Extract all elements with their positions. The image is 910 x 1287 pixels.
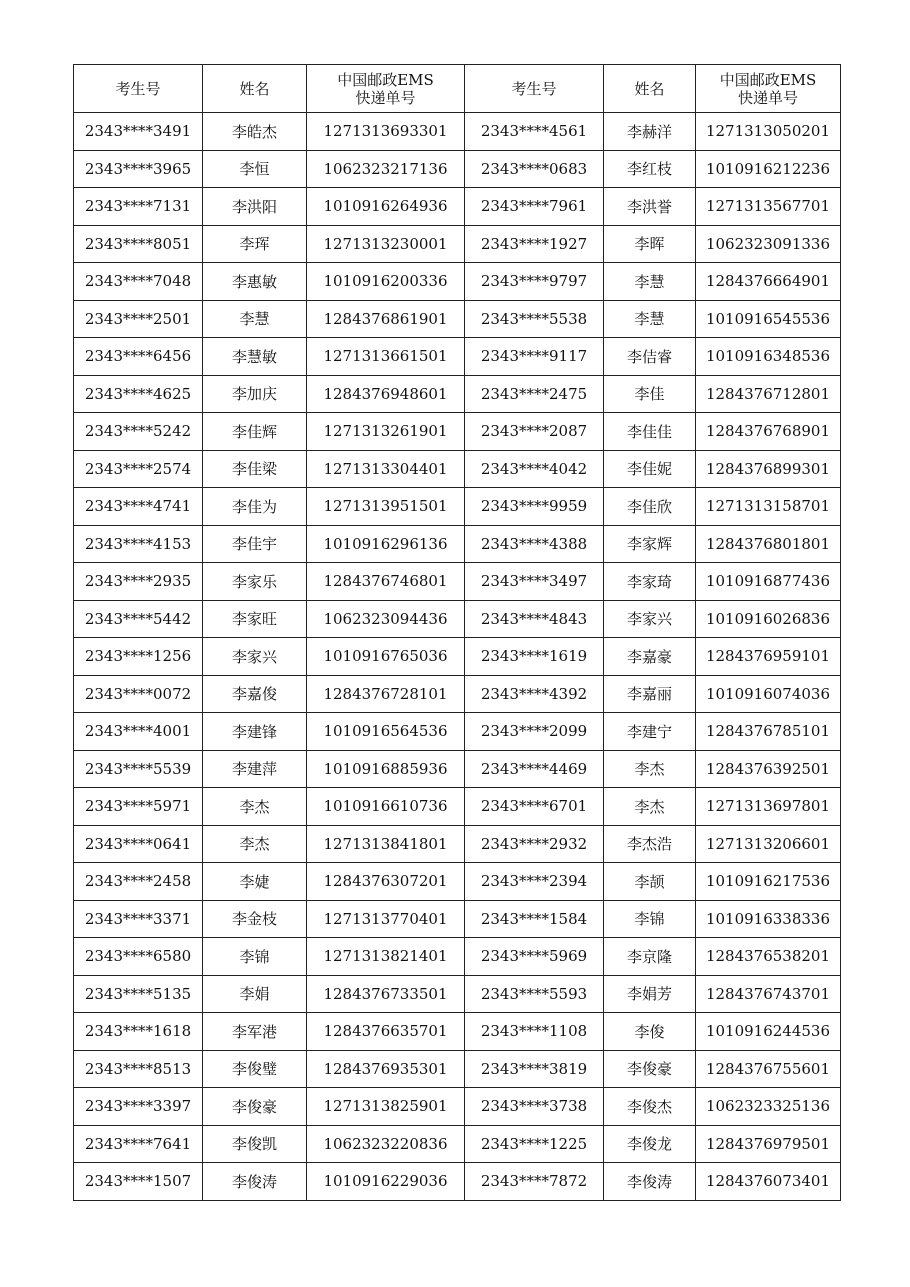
exam-id-cell: 2343****5971 [74,788,203,826]
ems-number-cell: 1271313050201 [696,113,841,151]
ems-number-cell: 1010916765036 [307,638,465,676]
name-cell: 李建萍 [203,750,307,788]
header-ems-number [696,65,841,113]
header-row [74,65,841,113]
header-label-line: 中国邮政EMS [719,70,817,89]
name-cell: 李家辉 [604,525,696,563]
table-row [74,750,841,788]
ems-number-cell: 1062323217136 [307,150,465,188]
exam-id-cell: 2343****2458 [74,863,203,901]
table-row [74,413,841,451]
name-cell: 李俊璧 [203,1050,307,1088]
ems-number-cell: 1284376768901 [696,413,841,451]
ems-number-cell: 1010916610736 [307,788,465,826]
name-cell: 李俊凯 [203,1125,307,1163]
table-row [74,600,841,638]
exam-id-cell: 2343****1584 [465,900,604,938]
exam-id-cell: 2343****3371 [74,900,203,938]
header-label-line: 姓名 [634,79,665,98]
name-cell: 李俊龙 [604,1125,696,1163]
name-cell: 李洪阳 [203,188,307,226]
header-label-line: 考生号 [511,79,557,98]
header-ems-number [307,65,465,113]
ems-number-cell: 1271313821401 [307,938,465,976]
exam-id-cell: 2343****7131 [74,188,203,226]
exam-id-cell: 2343****2932 [465,825,604,863]
exam-id-cell: 2343****6456 [74,338,203,376]
exam-id-cell: 2343****5242 [74,413,203,451]
exam-id-cell: 2343****5538 [465,300,604,338]
name-cell: 李娟 [203,975,307,1013]
name-cell: 李佶睿 [604,338,696,376]
exam-id-cell: 2343****3819 [465,1050,604,1088]
header-label-line: 快递单号 [737,88,798,107]
name-cell: 李慧敏 [203,338,307,376]
ems-number-cell: 1284376635701 [307,1013,465,1051]
name-cell: 李洪誉 [604,188,696,226]
header-label-line: 姓名 [239,79,270,98]
name-cell: 李俊豪 [203,1088,307,1126]
name-cell: 李赫洋 [604,113,696,151]
exam-id-cell: 2343****1618 [74,1013,203,1051]
name-cell: 李锦 [203,938,307,976]
ems-number-cell: 1284376712801 [696,375,841,413]
ems-number-cell: 1284376746801 [307,563,465,601]
ems-number-cell: 1010916217536 [696,863,841,901]
table-row [74,1013,841,1051]
exam-id-cell: 2343****3491 [74,113,203,151]
exam-id-cell: 2343****5969 [465,938,604,976]
name-cell: 李杰 [203,788,307,826]
ems-number-cell: 1010916074036 [696,675,841,713]
exam-id-cell: 2343****5593 [465,975,604,1013]
table-row [74,1125,841,1163]
ems-number-cell: 1271313206601 [696,825,841,863]
table-row [74,525,841,563]
ems-number-cell: 1271313693301 [307,113,465,151]
ems-number-cell: 1284376785101 [696,713,841,751]
table-body [74,113,841,1201]
table-row [74,975,841,1013]
exam-id-cell: 2343****7641 [74,1125,203,1163]
exam-id-cell: 2343****4042 [465,450,604,488]
ems-tracking-table [73,64,841,1201]
header-exam-id [465,65,604,113]
header-name [604,65,696,113]
exam-id-cell: 2343****4741 [74,488,203,526]
exam-id-cell: 2343****4001 [74,713,203,751]
ems-number-cell: 1010916200336 [307,263,465,301]
name-cell: 李珲 [203,225,307,263]
name-cell: 李锦 [604,900,696,938]
exam-id-cell: 2343****2501 [74,300,203,338]
name-cell: 李晖 [604,225,696,263]
ems-number-cell: 1010916877436 [696,563,841,601]
ems-number-cell: 1010916296136 [307,525,465,563]
ems-number-cell: 1271313230001 [307,225,465,263]
name-cell: 李建锋 [203,713,307,751]
table-row [74,1088,841,1126]
ems-number-cell: 1062323220836 [307,1125,465,1163]
table-row [74,900,841,938]
name-cell: 李俊涛 [203,1163,307,1201]
table-row [74,825,841,863]
table-row [74,675,841,713]
exam-id-cell: 2343****1108 [465,1013,604,1051]
name-cell: 李佳欣 [604,488,696,526]
name-cell: 李家兴 [604,600,696,638]
table-row [74,788,841,826]
name-cell: 李皓杰 [203,113,307,151]
ems-number-cell: 1010916545536 [696,300,841,338]
exam-id-cell: 2343****4388 [465,525,604,563]
name-cell: 李家兴 [203,638,307,676]
name-cell: 李恒 [203,150,307,188]
exam-id-cell: 2343****8513 [74,1050,203,1088]
ems-number-cell: 1284376664901 [696,263,841,301]
ems-number-cell: 1284376979501 [696,1125,841,1163]
exam-id-cell: 2343****1256 [74,638,203,676]
exam-id-cell: 2343****4625 [74,375,203,413]
ems-number-cell: 1271313951501 [307,488,465,526]
name-cell: 李金枝 [203,900,307,938]
table-row [74,375,841,413]
ems-number-cell: 1284376733501 [307,975,465,1013]
exam-id-cell: 2343****2574 [74,450,203,488]
name-cell: 李嘉俊 [203,675,307,713]
name-cell: 李颉 [604,863,696,901]
exam-id-cell: 2343****7872 [465,1163,604,1201]
ems-number-cell: 1284376392501 [696,750,841,788]
header-exam-id [74,65,203,113]
exam-id-cell: 2343****8051 [74,225,203,263]
ems-number-cell: 1271313304401 [307,450,465,488]
name-cell: 李杰浩 [604,825,696,863]
exam-id-cell: 2343****4469 [465,750,604,788]
ems-number-cell: 1271313825901 [307,1088,465,1126]
name-cell: 李嘉豪 [604,638,696,676]
name-cell: 李京隆 [604,938,696,976]
ems-number-cell: 1271313158701 [696,488,841,526]
name-cell: 李俊豪 [604,1050,696,1088]
ems-number-cell: 1010916212236 [696,150,841,188]
table-row [74,938,841,976]
exam-id-cell: 2343****3497 [465,563,604,601]
table-row [74,188,841,226]
exam-id-cell: 2343****2475 [465,375,604,413]
ems-number-cell: 1010916564536 [307,713,465,751]
ems-number-cell: 1062323091336 [696,225,841,263]
ems-number-cell: 1271313697801 [696,788,841,826]
name-cell: 李惠敏 [203,263,307,301]
name-cell: 李佳 [604,375,696,413]
ems-number-cell: 1284376538201 [696,938,841,976]
table-row [74,150,841,188]
exam-id-cell: 2343****2394 [465,863,604,901]
ems-number-cell: 1284376861901 [307,300,465,338]
ems-number-cell: 1284376801801 [696,525,841,563]
ems-number-cell: 1284376948601 [307,375,465,413]
name-cell: 李军港 [203,1013,307,1051]
exam-id-cell: 2343****9959 [465,488,604,526]
ems-number-cell: 1271313661501 [307,338,465,376]
name-cell: 李慧 [604,263,696,301]
table-row [74,1163,841,1201]
name-cell: 李佳宇 [203,525,307,563]
exam-id-cell: 2343****3738 [465,1088,604,1126]
table-row [74,563,841,601]
exam-id-cell: 2343****5539 [74,750,203,788]
name-cell: 李杰 [604,750,696,788]
ems-number-cell: 1271313841801 [307,825,465,863]
name-cell: 李娟芳 [604,975,696,1013]
ems-number-cell: 1284376728101 [307,675,465,713]
exam-id-cell: 2343****4153 [74,525,203,563]
table-row [74,300,841,338]
exam-id-cell: 2343****6580 [74,938,203,976]
table-row [74,1050,841,1088]
table-row [74,488,841,526]
header-label-line: 中国邮政EMS [337,70,434,89]
ems-number-cell: 1284376307201 [307,863,465,901]
name-cell: 李家乐 [203,563,307,601]
name-cell: 李建宁 [604,713,696,751]
ems-number-cell: 1062323094436 [307,600,465,638]
exam-id-cell: 2343****2099 [465,713,604,751]
header-label-line: 考生号 [115,79,161,98]
ems-number-cell: 1010916264936 [307,188,465,226]
name-cell: 李家旺 [203,600,307,638]
name-cell: 李慧 [604,300,696,338]
name-cell: 李杰 [604,788,696,826]
table-row [74,225,841,263]
name-cell: 李加庆 [203,375,307,413]
ems-number-cell: 1010916244536 [696,1013,841,1051]
table-row [74,450,841,488]
exam-id-cell: 2343****0072 [74,675,203,713]
table-row [74,863,841,901]
name-cell: 李慧 [203,300,307,338]
ems-number-cell: 1271313261901 [307,413,465,451]
name-cell: 李俊 [604,1013,696,1051]
ems-number-cell: 1284376935301 [307,1050,465,1088]
ems-number-cell: 1284376755601 [696,1050,841,1088]
exam-id-cell: 2343****2935 [74,563,203,601]
exam-id-cell: 2343****3397 [74,1088,203,1126]
name-cell: 李佳为 [203,488,307,526]
exam-id-cell: 2343****1225 [465,1125,604,1163]
exam-id-cell: 2343****0683 [465,150,604,188]
exam-id-cell: 2343****9117 [465,338,604,376]
name-cell: 李俊杰 [604,1088,696,1126]
ems-number-cell: 1284376073401 [696,1163,841,1201]
exam-id-cell: 2343****7961 [465,188,604,226]
exam-id-cell: 2343****0641 [74,825,203,863]
name-cell: 李杰 [203,825,307,863]
exam-id-cell: 2343****5135 [74,975,203,1013]
ems-number-cell: 1284376959101 [696,638,841,676]
exam-id-cell: 2343****9797 [465,263,604,301]
table-row [74,338,841,376]
exam-id-cell: 2343****1619 [465,638,604,676]
ems-number-cell: 1284376899301 [696,450,841,488]
ems-number-cell: 1010916348536 [696,338,841,376]
ems-number-cell: 1010916338336 [696,900,841,938]
table-row [74,713,841,751]
ems-number-cell: 1010916026836 [696,600,841,638]
name-cell: 李佳佳 [604,413,696,451]
exam-id-cell: 2343****2087 [465,413,604,451]
ems-number-cell: 1010916885936 [307,750,465,788]
ems-number-cell: 1062323325136 [696,1088,841,1126]
ems-number-cell: 1271313770401 [307,900,465,938]
table-row [74,263,841,301]
exam-id-cell: 2343****4843 [465,600,604,638]
table-header [74,65,841,113]
exam-id-cell: 2343****5442 [74,600,203,638]
table-row [74,638,841,676]
name-cell: 李俊涛 [604,1163,696,1201]
exam-id-cell: 2343****7048 [74,263,203,301]
exam-id-cell: 2343****1927 [465,225,604,263]
name-cell: 李佳辉 [203,413,307,451]
ems-number-cell: 1271313567701 [696,188,841,226]
name-cell: 李红枝 [604,150,696,188]
header-label-line: 快递单号 [355,88,416,107]
header-name [203,65,307,113]
exam-id-cell: 2343****6701 [465,788,604,826]
exam-id-cell: 2343****4392 [465,675,604,713]
table-row [74,113,841,151]
exam-id-cell: 2343****3965 [74,150,203,188]
ems-number-cell: 1010916229036 [307,1163,465,1201]
name-cell: 李家琦 [604,563,696,601]
ems-number-cell: 1284376743701 [696,975,841,1013]
name-cell: 李佳梁 [203,450,307,488]
name-cell: 李佳妮 [604,450,696,488]
exam-id-cell: 2343****4561 [465,113,604,151]
exam-id-cell: 2343****1507 [74,1163,203,1201]
name-cell: 李婕 [203,863,307,901]
name-cell: 李嘉丽 [604,675,696,713]
